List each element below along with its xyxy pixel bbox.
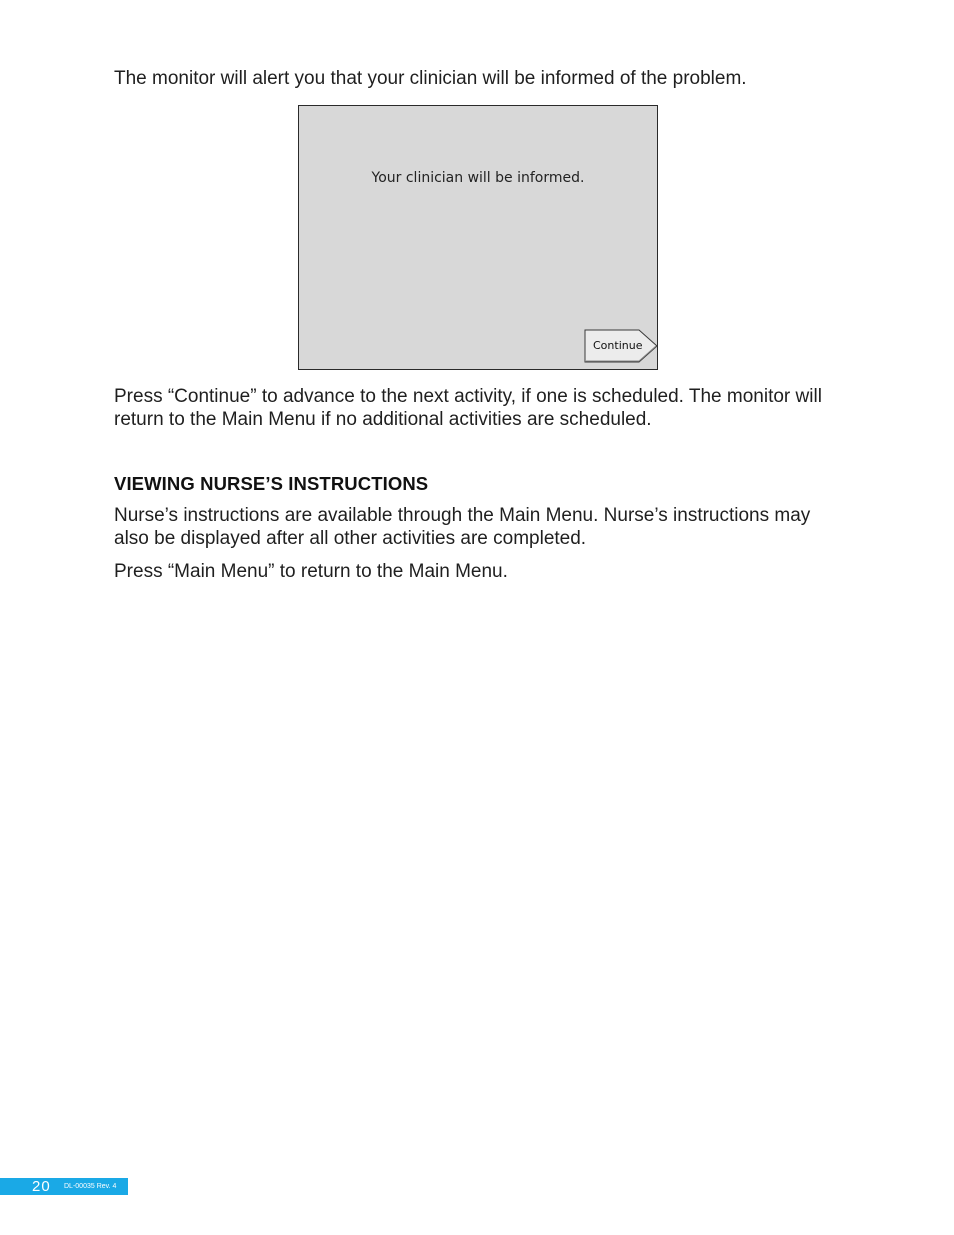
- continue-paragraph: Press “Continue” to advance to the next activity, if one is scheduled. The monitor will return to the Main Menu if no additional activities are scheduled.: [114, 386, 822, 430]
- page-number: 20: [32, 1178, 51, 1195]
- main-menu-paragraph: Press “Main Menu” to return to the Main Menu.: [114, 561, 508, 582]
- continue-button-label: Continue: [593, 339, 643, 352]
- document-id: DL-00035 Rev. 4: [64, 1183, 117, 1190]
- nurse-instructions-paragraph: Nurse’s instructions are available through the Main Menu. Nurse’s instructions may also be displayed after all other activities are completed.: [114, 505, 811, 549]
- section-heading: VIEWING NURSE’S INSTRUCTIONS: [114, 473, 429, 494]
- monitor-screen-illustration: [298, 105, 658, 370]
- screen-message: Your clinician will be informed.: [371, 170, 585, 186]
- footer-bar: [0, 1178, 128, 1195]
- continue-button[interactable]: [584, 329, 659, 364]
- intro-paragraph: The monitor will alert you that your clinician will be informed of the problem.: [114, 68, 747, 89]
